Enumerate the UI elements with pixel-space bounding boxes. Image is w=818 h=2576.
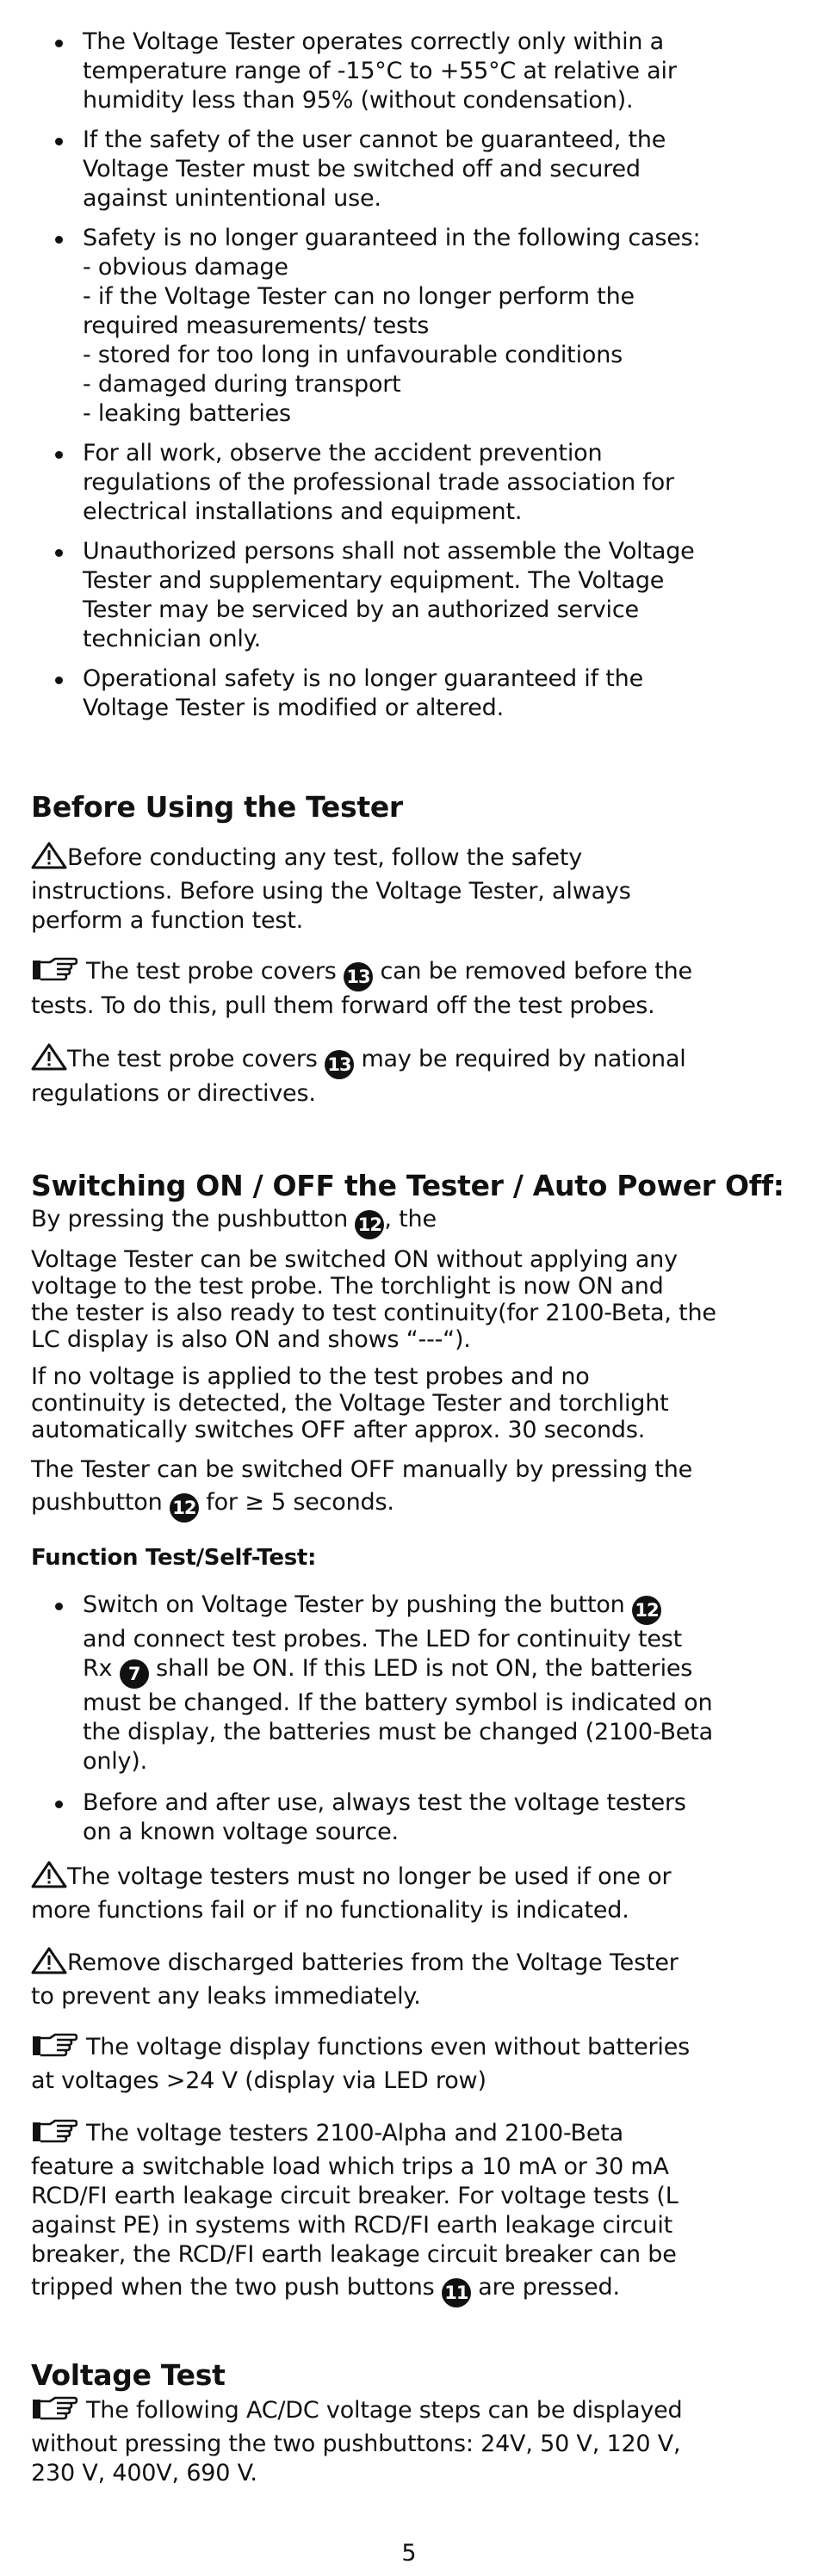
list-item: Before and after use, always test the voltage testers on a known voltage source. xyxy=(31,1788,789,1847)
note-probe-covers-removable: The test probe covers 13 can be removed before the tests. To do this, pull them forward off the test probes. xyxy=(31,958,692,1019)
list-item: Switch on Voltage Tester by pushing the button 12 and connect test probes. The LED for continuity test Rx 7 shall be ON. If this LED is not ON, the batteries must be changed. If the battery symbol is indicated on the display, the batteries must be changed (2100-Beta only). xyxy=(31,1591,789,1776)
pointing-hand-icon xyxy=(31,2033,77,2066)
warning-before-test: Before conducting any test, follow the safety instructions. Before using the Voltage Tester, always perform a function test. xyxy=(31,842,631,936)
list-item: Operational safety is no longer guaranteed if the Voltage Tester is modified or altered. xyxy=(31,664,700,723)
note-voltage-steps: The following AC/DC voltage steps can be displayed without pressing the two pushbuttons: 24V, 50 V, 120 V, 230 V, 400V, 690 V. xyxy=(31,2397,683,2486)
warning-triangle-icon xyxy=(31,1947,67,1982)
list-item: For all work, observe the accident prevention regulations of the professional trade association for electrical installations and equipment. xyxy=(31,439,700,527)
list-item: Unauthorized persons shall not assemble the Voltage Tester and supplementary equipment. The Voltage Tester may be serviced by an authorized service technician only. xyxy=(31,537,700,654)
callout-number: 11 xyxy=(442,2278,471,2307)
warning-functions-fail: The voltage testers must no longer be used if one or more functions fail or if no functionality is indicated. xyxy=(31,1861,671,1925)
warning-probe-covers-regulations: The test probe covers 13 may be required by national regulations or directives. xyxy=(31,1043,686,1109)
list-item: If the safety of the user cannot be guaranteed, the Voltage Tester must be switched off and secured against unintentional use. xyxy=(31,126,700,213)
warning-remove-batteries: Remove discharged batteries from the Voltage Tester to prevent any leaks immediately. xyxy=(31,1947,679,2011)
callout-number: 12 xyxy=(355,1210,384,1239)
page-number: 5 xyxy=(401,2540,417,2567)
note-switchable-load: The voltage testers 2100-Alpha and 2100-Beta feature a switchable load which trips a 10 mA or 30 mA RCD/FI earth leakage circuit breaker. For voltage tests (L against PE) in systems with RCD/FI earth leakage circuit breaker, the RCD/FI earth leakage circuit breaker can be tripped when the two push buttons 11 are pressed. xyxy=(31,2119,679,2307)
callout-number: 13 xyxy=(344,962,373,991)
warning-triangle-icon xyxy=(31,1861,67,1896)
callout-number: 12 xyxy=(632,1596,661,1625)
section-heading-voltage-test: Voltage Test xyxy=(31,2358,226,2392)
callout-number: 13 xyxy=(325,1050,354,1079)
switching-intro: By pressing the pushbutton 12 , the xyxy=(31,1205,716,1239)
callout-number: 12 xyxy=(170,1493,199,1523)
switching-body: By pressing the pushbutton 12 , the Voltage Tester can be switched ON without applying any voltage to the test probe. The torchlight is now ON and the tester is also ready to test continuity(for 2100-Beta, the LC display is also ON and shows “---“). If no voltage is applied to the test probes and no continuity is detected, the Voltage Tester and torchlight automatically switches OFF after approx. 30 seconds. The Tester can be switched OFF manually by pressing the pushbutton 12 for ≥ 5 seconds. xyxy=(31,1205,716,1523)
section-heading-switching: Switching ON / OFF the Tester / Auto Power Off: xyxy=(31,1169,784,1202)
safety-bullet-list xyxy=(31,28,700,723)
pointing-hand-icon xyxy=(31,957,77,991)
function-test-list xyxy=(31,1591,789,1847)
list-item: Safety is no longer guaranteed in the following cases: - obvious damage - if the Voltage Tester can no longer perform the required measurements/ tests - stored for too long in unfavourable conditions - damaged during transport - leaking batteries xyxy=(31,224,700,429)
pointing-hand-icon xyxy=(31,2119,77,2153)
note-display-without-batteries: The voltage display functions even without batteries at voltages >24 V (display via LED row) xyxy=(31,2034,690,2094)
callout-number: 7 xyxy=(120,1659,149,1689)
warning-triangle-icon xyxy=(31,842,67,877)
subheading-function-test: Function Test/Self-Test: xyxy=(31,1545,317,1571)
list-item: The Voltage Tester operates correctly only within a temperature range of -15°C to +55°C at relative air humidity less than 95% (without condensation). xyxy=(31,28,700,115)
section-heading-before-using: Before Using the Tester xyxy=(31,790,403,824)
warning-triangle-icon xyxy=(31,1043,67,1078)
pointing-hand-icon xyxy=(31,2396,77,2430)
